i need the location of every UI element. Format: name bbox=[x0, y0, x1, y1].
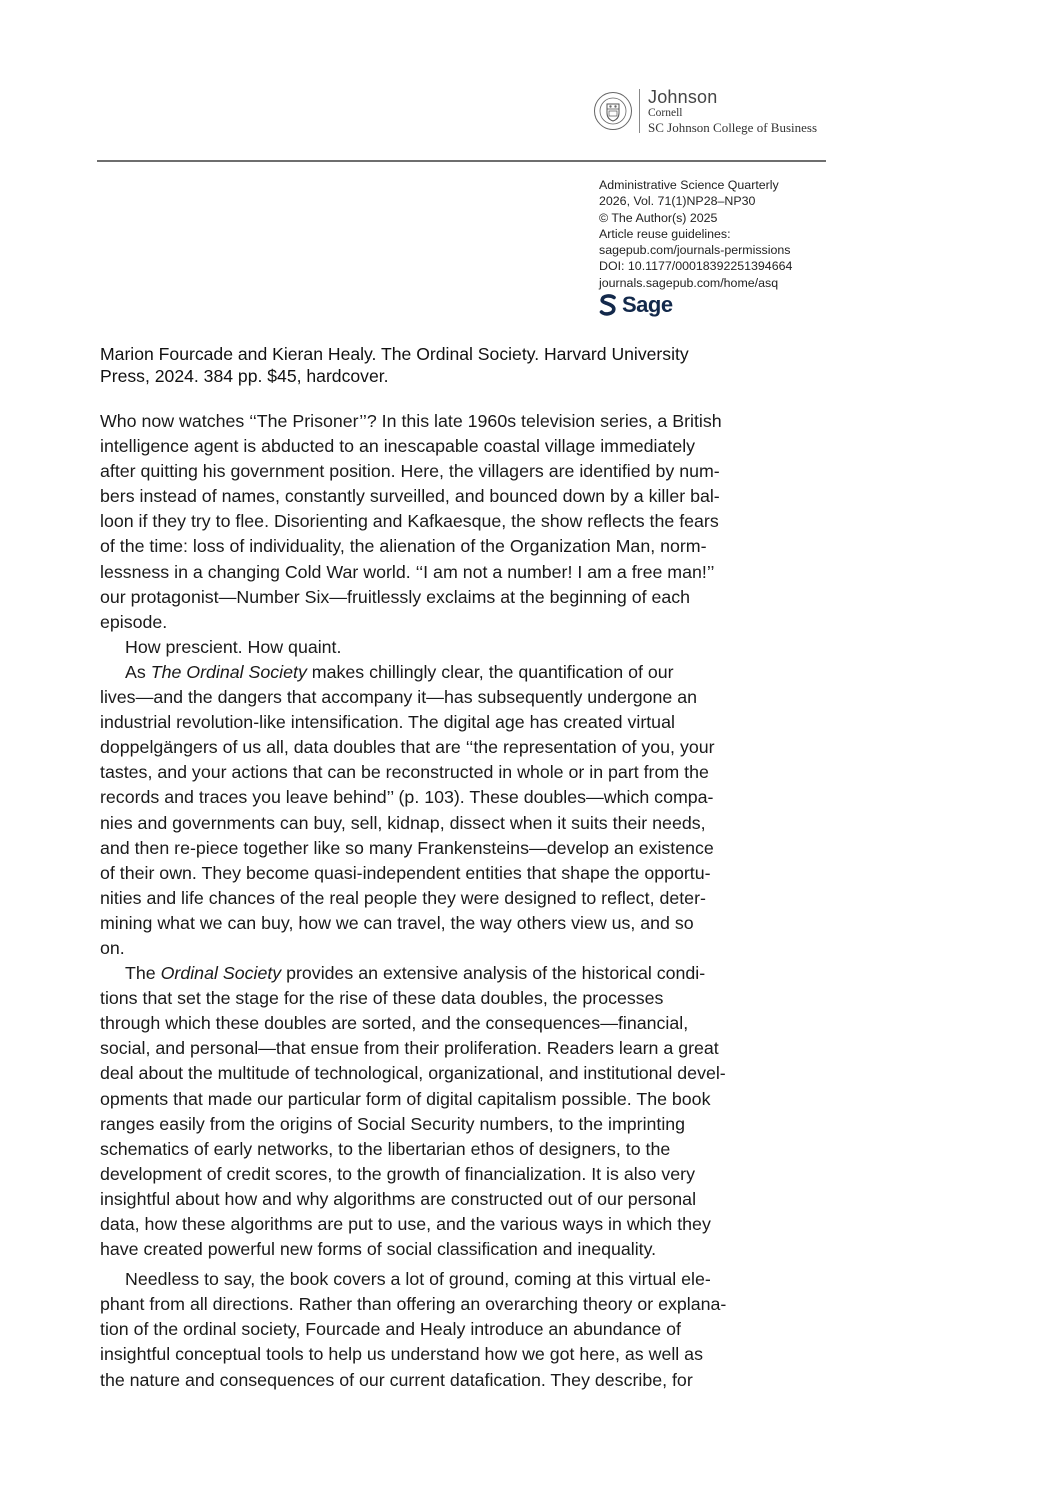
text-line: insightful conceptual tools to help us understand how we got here, as well as bbox=[100, 1344, 703, 1365]
journal-link[interactable]: journals.sagepub.com/home/asq bbox=[599, 275, 779, 290]
text-line: development of credit scores, to the growth of financialization. It is also very bbox=[100, 1163, 695, 1184]
journal-name: Administrative Science Quarterly bbox=[599, 178, 779, 192]
text-line: our protagonist—Number Six—fruitlessly exclaims at the beginning of each bbox=[100, 586, 691, 607]
book-title-italic: The Ordinal Society bbox=[150, 661, 307, 682]
doi[interactable]: DOI: 10.1177/00018392251394664 bbox=[599, 259, 793, 274]
review-body bbox=[100, 409, 840, 1393]
text-line: Needless to say, the book covers a lot of ground, coming at this virtual ele- bbox=[125, 1269, 711, 1290]
johnson-cornell-logo bbox=[593, 88, 817, 134]
logo-cornell-text: Cornell bbox=[648, 107, 683, 119]
copyright: © The Author(s) 2025 bbox=[599, 210, 718, 225]
text-line: mining what we can buy, how we can travel, the way others view us, and so bbox=[100, 912, 694, 933]
text-line: insightful about how and why algorithms are constructed out of our personal bbox=[100, 1188, 697, 1209]
text-line: How prescient. How quaint. bbox=[125, 636, 342, 657]
text-line: lives—and the dangers that accompany it—has subsequently undergone an bbox=[100, 687, 698, 708]
text-line: nies and governments can buy, sell, kidnap, dissect when it suits their needs, bbox=[100, 812, 706, 833]
text-span: The bbox=[125, 963, 161, 984]
citation-line: Marion Fourcade and Kieran Healy. The Ordinal Society. Harvard University bbox=[100, 344, 689, 364]
text-line bbox=[100, 961, 840, 986]
text-line: the nature and consequences of our current datafication. They describe, for bbox=[100, 1369, 693, 1390]
text-line: of their own. They become quasi-independent entities that shape the opportu- bbox=[100, 862, 711, 883]
text-line: on. bbox=[100, 937, 125, 958]
text-line: tions that set the stage for the rise of these data doubles, the processes bbox=[100, 988, 664, 1009]
paragraph bbox=[100, 961, 840, 1262]
text-line: schematics of early networks, to the libertarian ethos of designers, to the bbox=[100, 1138, 671, 1159]
text-line: tion of the ordinal society, Fourcade and Healy introduce an abundance of bbox=[100, 1319, 681, 1340]
text-line: deal about the multitude of technological, organizational, and institutional devel- bbox=[100, 1063, 726, 1084]
text-line: tastes, and your actions that can be reconstructed in whole or in part from the bbox=[100, 762, 709, 783]
text-line bbox=[100, 660, 840, 685]
text-line: of the time: loss of individuality, the alienation of the Organization Man, norm- bbox=[100, 536, 707, 557]
text-line: doppelgängers of us all, data doubles that are ‘‘the representation of you, your bbox=[100, 737, 715, 758]
paragraph bbox=[100, 635, 840, 660]
reuse-label: Article reuse guidelines: bbox=[599, 226, 731, 241]
text-line: intelligence agent is abducted to an inescapable coastal village immediately bbox=[100, 436, 696, 457]
text-line: lessness in a changing Cold War world. ‘‘I am not a number! I am a free man!’’ bbox=[100, 561, 715, 582]
text-line: industrial revolution-like intensification. The digital age has created virtual bbox=[100, 712, 675, 733]
cornell-university-seal-icon bbox=[593, 91, 633, 131]
book-citation bbox=[100, 343, 840, 387]
journal-metadata bbox=[599, 177, 792, 316]
text-line: phant from all directions. Rather than offering an overarching theory or explana- bbox=[100, 1294, 727, 1315]
citation-line: Press, 2024. 384 pp. $45, hardcover. bbox=[100, 366, 389, 386]
text-line: after quitting his government position. Here, the villagers are identified by num- bbox=[100, 461, 720, 482]
text-span: makes chillingly clear, the quantification of our bbox=[306, 661, 674, 682]
logo-divider bbox=[639, 89, 640, 133]
sage-logo bbox=[599, 294, 792, 316]
sage-wordmark: Sage bbox=[622, 292, 673, 318]
paragraph bbox=[100, 660, 840, 961]
text-line: social, and personal—that ensue from their proliferation. Readers learn a great bbox=[100, 1038, 719, 1059]
text-line: opments that made our particular form of digital capitalism possible. The book bbox=[100, 1088, 711, 1109]
text-line: have created powerful new forms of social classification and inequality. bbox=[100, 1239, 657, 1260]
text-line: data, how these algorithms are put to use, and the various ways in which they bbox=[100, 1214, 711, 1234]
paragraph bbox=[100, 1267, 840, 1392]
book-title-italic: Ordinal Society bbox=[160, 963, 282, 984]
logo-johnson-text: Johnson bbox=[648, 87, 718, 107]
sage-s-logo-icon bbox=[599, 294, 617, 316]
text-line: and then re-piece together like so many Frankensteins—develop an existence bbox=[100, 837, 714, 858]
text-line: bers instead of names, constantly surveilled, and bounced down by a killer bal- bbox=[100, 486, 720, 507]
text-line: loon if they try to flee. Disorienting and Kafkaesque, the show reflects the fears bbox=[100, 511, 719, 532]
text-line: Who now watches ‘‘The Prisoner’’? In this late 1960s television series, a British bbox=[100, 411, 722, 431]
text-line: episode. bbox=[100, 611, 168, 632]
header-rule bbox=[97, 160, 826, 162]
paragraph bbox=[100, 409, 840, 635]
text-line: records and traces you leave behind’’ (p. 103). These doubles—which compa- bbox=[100, 787, 714, 808]
reuse-link[interactable]: sagepub.com/journals-permissions bbox=[599, 243, 791, 258]
text-line: through which these doubles are sorted, and the consequences—financial, bbox=[100, 1013, 689, 1034]
journal-volume: 2026, Vol. 71(1)NP28–NP30 bbox=[599, 194, 756, 209]
text-span: provides an extensive analysis of the historical condi- bbox=[281, 963, 706, 984]
text-line: ranges easily from the origins of Social Security numbers, to the imprinting bbox=[100, 1113, 686, 1134]
text-line: nities and life chances of the real people they were designed to reflect, deter- bbox=[100, 887, 706, 908]
text-span: As bbox=[125, 661, 151, 682]
logo-college-text: SC Johnson College of Business bbox=[648, 119, 818, 135]
